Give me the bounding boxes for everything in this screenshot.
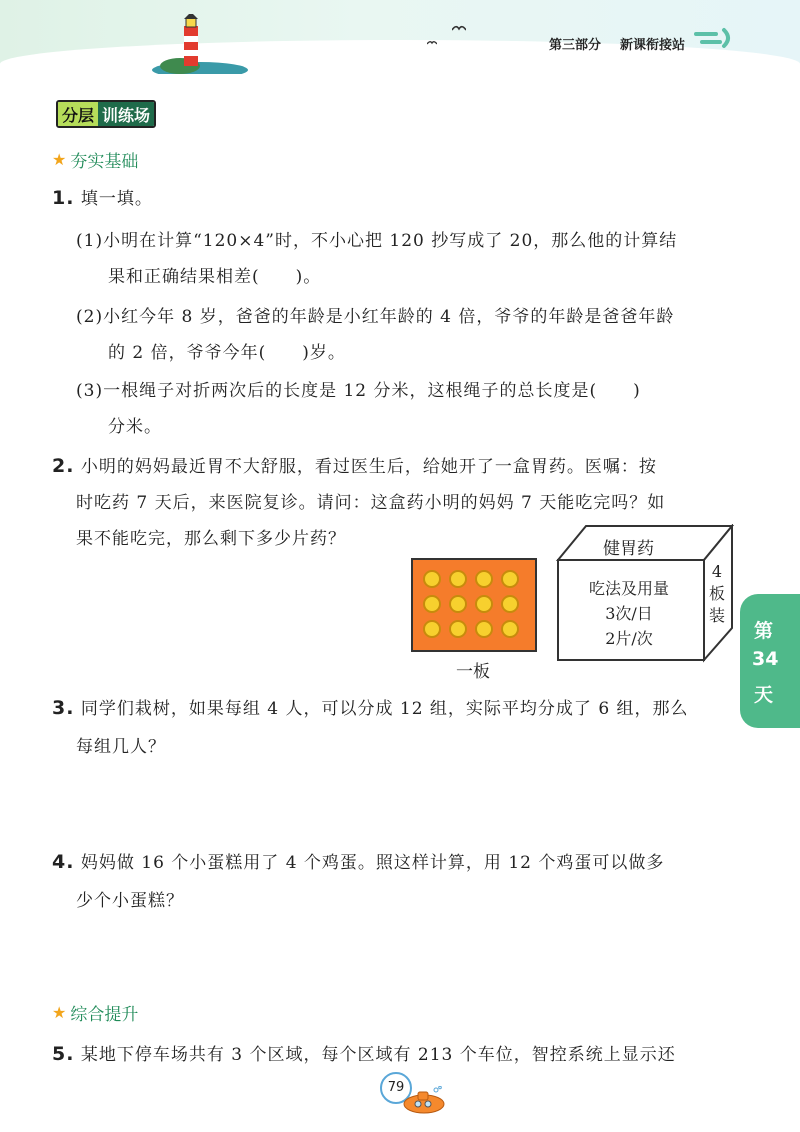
- question-5-text-1: 某地下停车场共有 3 个区域，每个区域有 213 个车位，智控系统上显示还: [80, 1045, 676, 1065]
- blister-label: 一板: [456, 662, 490, 682]
- pill: [475, 620, 493, 638]
- medicine-box-title: 健胃药: [603, 539, 654, 559]
- pill: [449, 570, 467, 588]
- section-badge: [56, 100, 156, 128]
- medicine-box-side-2: 板: [708, 584, 725, 603]
- question-2-text-1: 小明的妈妈最近胃不大舒服，看过医生后，给她开了一盒胃药。医嘱：按: [80, 457, 657, 477]
- question-1-text: 填一填。: [80, 189, 153, 209]
- bird-icon: [452, 24, 466, 32]
- q1-part2-line1: (2)小红今年 8 岁，爸爸的年龄是小红年龄的 4 倍，爷爷的年龄是爸爸年龄: [76, 307, 675, 327]
- q1-part1-line2: 果和正确结果相差( )。: [108, 267, 322, 287]
- question-2-line2: 时吃药 7 天后，来医院复诊。请问：这盒药小明的妈妈 7 天能吃完吗？如: [76, 493, 666, 513]
- question-3-text-1: 同学们栽树，如果每组 4 人，可以分成 12 组，实际平均分成了 6 组，那么: [80, 699, 689, 719]
- pill: [449, 595, 467, 613]
- pill: [475, 570, 493, 588]
- question-1-number: 1.: [52, 187, 75, 209]
- pill: [501, 620, 519, 638]
- question-2-line1: [52, 452, 657, 477]
- question-4-line2: 少个小蛋糕？: [76, 891, 184, 911]
- header-title: 新课衔接站: [620, 38, 686, 53]
- page-header: [0, 0, 800, 82]
- subhead-advanced-label: 综合提升: [70, 1005, 139, 1025]
- medicine-usage-label: 吃法及用量: [588, 579, 669, 598]
- question-3-line1: [52, 694, 689, 719]
- question-4-number: 4.: [52, 851, 75, 873]
- q1-part2-line2: 的 2 倍，爷爷今年( )岁。: [108, 343, 346, 363]
- pill: [449, 620, 467, 638]
- day-tab-number: 34: [752, 648, 779, 670]
- question-5-number: 5.: [52, 1043, 75, 1065]
- submarine-icon: [402, 1086, 446, 1116]
- subhead-basics: [52, 147, 138, 172]
- medicine-usage-frequency: 3次/日: [605, 604, 653, 623]
- header-decoration-icon: [694, 26, 734, 50]
- pill: [423, 570, 441, 588]
- pill: [423, 595, 441, 613]
- question-3-line2: 每组几人？: [76, 737, 166, 757]
- q1-part3-line1: (3)一根绳子对折两次后的长度是 12 分米，这根绳子的总长度是( ): [76, 381, 641, 401]
- q1-part1-line1: (1)小明在计算“120×4”时，不小心把 120 抄写成了 20，那么他的计算结: [76, 231, 678, 251]
- subhead-basics-label: 夯实基础: [70, 152, 139, 172]
- question-4-line1: [52, 848, 664, 873]
- star-icon: ★: [52, 1003, 67, 1022]
- q1-part3-line2: 分米。: [108, 417, 162, 437]
- question-4-text-1: 妈妈做 16 个小蛋糕用了 4 个鸡蛋。照这样计算，用 12 个鸡蛋可以做多: [80, 853, 665, 873]
- question-2-number: 2.: [52, 455, 75, 477]
- pill: [501, 570, 519, 588]
- question-5-line1: [52, 1040, 676, 1065]
- question-3-number: 3.: [52, 697, 75, 719]
- pill: [475, 595, 493, 613]
- medicine-box-side-3: 装: [708, 606, 725, 625]
- header-part-label: 第三部分: [549, 38, 602, 53]
- pill-blister-pack: [411, 558, 537, 652]
- day-tab-prefix: 第: [754, 620, 774, 642]
- question-1-title: [52, 184, 153, 209]
- star-icon: ★: [52, 150, 67, 169]
- section-badge-part-a: 分层: [58, 102, 98, 126]
- subhead-advanced: [52, 1000, 138, 1025]
- day-tab: [740, 594, 800, 728]
- medicine-box-side-1: 4: [711, 562, 723, 581]
- section-badge-part-b: 训练场: [98, 102, 154, 126]
- question-2-line3: 果不能吃完，那么剩下多少片药？: [76, 529, 346, 549]
- day-tab-suffix: 天: [754, 684, 774, 706]
- page-number: 79: [380, 1072, 412, 1104]
- medicine-usage-dose: 2片/次: [605, 629, 653, 648]
- pill: [423, 620, 441, 638]
- pill: [501, 595, 519, 613]
- lighthouse-icon: [150, 14, 250, 74]
- bird-icon: [427, 40, 437, 46]
